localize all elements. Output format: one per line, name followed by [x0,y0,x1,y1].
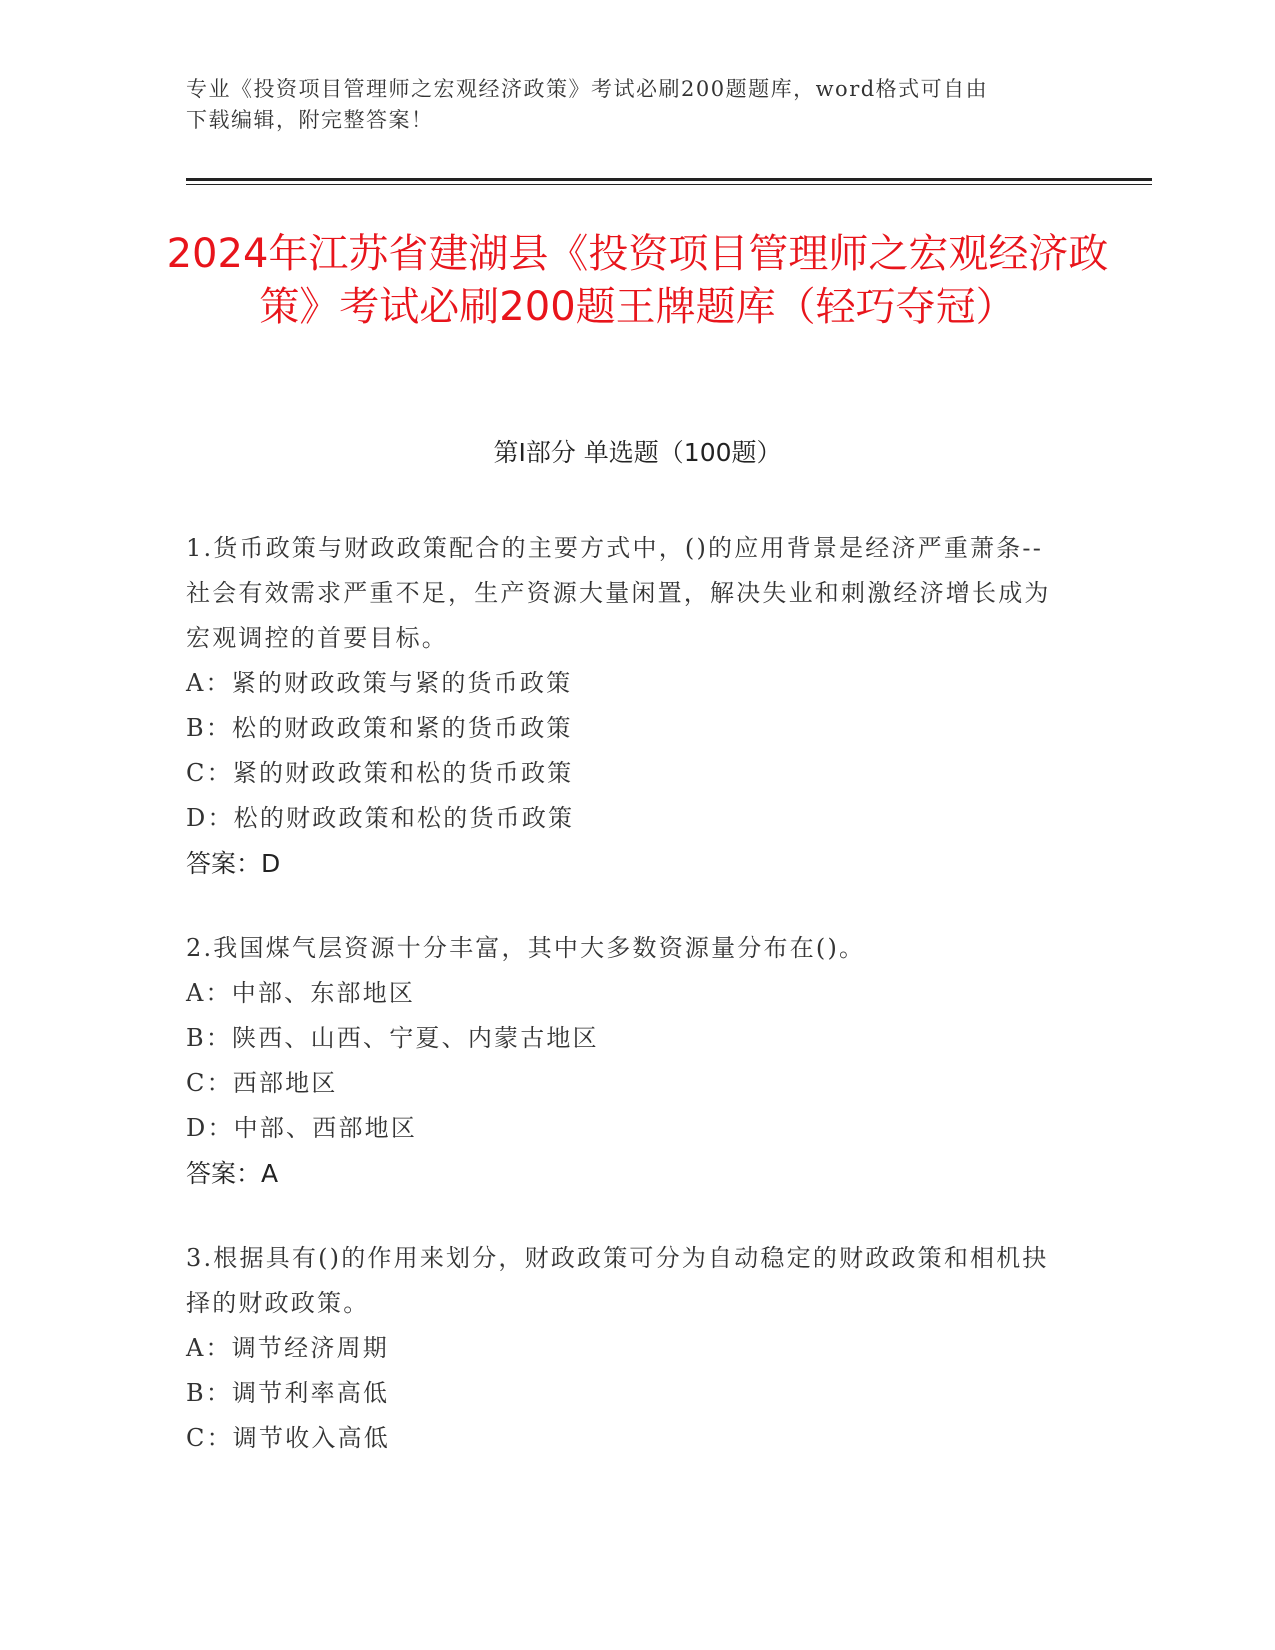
option-c: C：调节收入高低 [186,1424,390,1452]
option-d: D：松的财政政策和松的货币政策 [186,804,575,832]
document-title: 2024年江苏省建湖县《投资项目管理师之宏观经济政策》考试必刷200题王牌题库（轻巧夺冠） [166,231,1109,330]
option-a: A：中部、东部地区 [186,979,416,1007]
option-b: B：调节利率高低 [186,1379,390,1407]
question-stem: 1.货币政策与财政政策配合的主要方式中，()的应用背景是经济严重萧条--社会有效需求严重不足，生产资源大量闲置，解决失业和刺激经济增长成为宏观调控的首要目标。 [186,534,1051,652]
question-list [186,526,1066,1501]
option-b: B：陕西、山西、宁夏、内蒙古地区 [186,1024,599,1052]
question-2 [186,926,1066,1196]
header-note-line-2: 下载编辑，附完整答案！ [186,108,434,132]
header-note-line-1: 专业《投资项目管理师之宏观经济政策》考试必刷200题题库，word格式可自由 [186,77,989,101]
answer-label: 答案：A [186,1159,279,1188]
option-c: C：西部地区 [186,1069,338,1097]
question-stem: 3.根据具有()的作用来划分，财政政策可分为自动稳定的财政政策和相机抉择的财政政策。 [186,1244,1049,1317]
option-d: D：中部、西部地区 [186,1114,418,1142]
header-note [186,74,1076,136]
question-3 [186,1236,1066,1461]
option-a: A：紧的财政政策与紧的货币政策 [186,669,573,697]
question-stem: 2.我国煤气层资源十分丰富，其中大多数资源量分布在()。 [186,934,866,962]
option-a: A：调节经济周期 [186,1334,389,1362]
answer-label: 答案：D [186,849,281,878]
header-divider-thin [186,184,1152,185]
option-c: C：紧的财政政策和松的货币政策 [186,759,574,787]
section-title: 第I部分 单选题（100题） [493,438,782,467]
header-divider-thick [186,178,1152,181]
option-b: B：松的财政政策和紧的货币政策 [186,714,573,742]
question-1 [186,526,1066,886]
